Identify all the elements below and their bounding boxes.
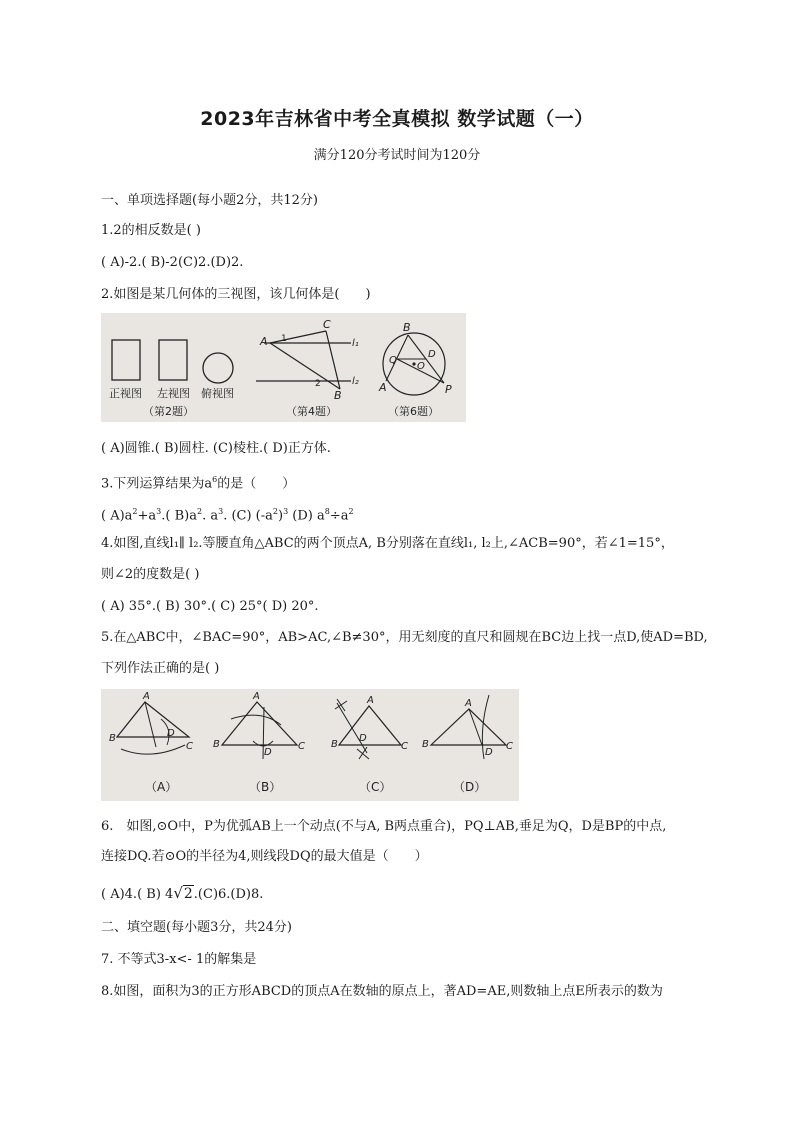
svg-text:A: A bbox=[253, 691, 260, 702]
svg-text:B: B bbox=[331, 739, 338, 750]
caption-q2: （第2题） bbox=[143, 405, 194, 418]
question-1-options: ( A)-2.( B)-2(C)2.(D)2. bbox=[101, 255, 244, 270]
svg-text:B: B bbox=[422, 739, 429, 750]
caption-q4: （第4题） bbox=[286, 405, 337, 418]
question-4-line-2: 则∠2的度数是( ) bbox=[101, 567, 200, 582]
question-1-stem: 1.2的相反数是( ) bbox=[101, 223, 201, 238]
svg-text:D: D bbox=[264, 747, 272, 758]
front-view-rectangle bbox=[112, 340, 140, 380]
svg-text:2: 2 bbox=[315, 379, 321, 389]
question-7-stem: 7. 不等式3-x<- 1的解集是 bbox=[101, 952, 257, 967]
question-6-options: ( A)4.( B) 4√2.(C)6.(D)8. bbox=[101, 884, 264, 902]
svg-text:A: A bbox=[367, 695, 374, 706]
question-8-stem: 8.如图，面积为3的正方形ABCD的顶点A在数轴的原点上，著AD=AE,则数轴上点E所表示的数为 bbox=[101, 984, 663, 999]
svg-text:D: D bbox=[359, 733, 367, 744]
side-view-label: 左视图 bbox=[157, 387, 190, 400]
sqrt-symbol: √2 bbox=[173, 884, 193, 902]
figure-strip-q5 bbox=[101, 689, 519, 801]
question-6-line-1: 6. 如图,⊙O中，P为优弧AB上一个动点(不与A, B两点重合)，PQ⊥AB,垂足为Q，D是BP的中点, bbox=[101, 819, 667, 834]
svg-text:D: D bbox=[485, 747, 493, 758]
svg-text:C: C bbox=[186, 741, 193, 752]
svg-text:P: P bbox=[445, 383, 452, 396]
svg-text:l₂: l₂ bbox=[352, 376, 359, 387]
caption-q5-c: （C） bbox=[359, 780, 392, 794]
figure-strip-q2-q4-q6 bbox=[101, 313, 466, 422]
svg-text:D: D bbox=[167, 728, 175, 739]
top-view-label: 俯视图 bbox=[201, 387, 234, 400]
svg-text:C: C bbox=[506, 741, 513, 752]
section-heading-choice: 一、单项选择题(每小题2分，共12分) bbox=[101, 193, 318, 208]
side-view-rectangle bbox=[159, 340, 187, 380]
svg-text:Q: Q bbox=[389, 355, 397, 366]
question-6-line-2: 连接DQ.若⊙O的半径为4,则线段DQ的最大值是（ ） bbox=[101, 849, 428, 864]
section-heading-fill: 二、填空题(每小题3分，共24分) bbox=[101, 920, 292, 935]
question-3-options: ( $A)a^2+a^3$.( $B)a^2$. $a^3$. (C) $(-a^2)^3$ (D) $a^8\div a^2$ bbox=[101, 507, 354, 524]
caption-q5-a: （A） bbox=[145, 780, 178, 794]
caption-q5-b: （B） bbox=[249, 780, 282, 794]
question-2-options: ( A)圆锥.( B)圆柱. (C)棱柱.( D)正方体. bbox=[101, 441, 331, 456]
caption-q5-d: （D） bbox=[453, 780, 487, 794]
question-3-stem: 3.下列运算结果为$a^6$的是（ ） bbox=[101, 475, 296, 492]
svg-text:B: B bbox=[213, 739, 220, 750]
question-5-line-2: 下列作法正确的是( ) bbox=[101, 661, 220, 676]
svg-text:B: B bbox=[334, 389, 342, 402]
svg-text:C: C bbox=[298, 741, 305, 752]
svg-text:D: D bbox=[428, 349, 436, 360]
svg-text:A: A bbox=[379, 381, 387, 394]
top-view-circle bbox=[203, 353, 233, 383]
svg-text:1: 1 bbox=[281, 334, 287, 344]
question-4-line-1: 4.如图,直线l₁∥ l₂.等腰直角△ABC的两个顶点A, B分别落在直线l₁, l₂上,∠ACB=90°，若∠1=15°， bbox=[101, 536, 674, 551]
svg-text:A: A bbox=[465, 698, 472, 709]
question-4-options: ( A) 35°.( B) 30°.( C) 25°( D) 20°. bbox=[101, 599, 319, 614]
question-2-stem: 2.如图是某几何体的三视图，该几何体是( ) bbox=[101, 287, 371, 302]
svg-text:B: B bbox=[109, 733, 116, 744]
svg-text:A: A bbox=[260, 335, 268, 348]
exam-subtitle: 满分120分考试时间为120分 bbox=[313, 148, 481, 163]
svg-text:O: O bbox=[417, 361, 425, 372]
question-5-line-1: 5.在△ABC中，∠BAC=90°，AB>AC,∠B≠30°，用无刻度的直尺和圆规在BC边上找一点D,使AD=BD, bbox=[101, 630, 708, 645]
caption-q6: （第6题） bbox=[388, 405, 439, 418]
svg-text:B: B bbox=[403, 321, 411, 334]
exam-title: 2023年吉林省中考全真模拟 数学试题（一） bbox=[200, 108, 594, 130]
svg-text:A: A bbox=[143, 691, 150, 702]
svg-text:C: C bbox=[323, 318, 331, 331]
front-view-label: 正视图 bbox=[109, 387, 142, 400]
svg-text:C: C bbox=[401, 741, 408, 752]
svg-text:l₁: l₁ bbox=[352, 338, 359, 349]
